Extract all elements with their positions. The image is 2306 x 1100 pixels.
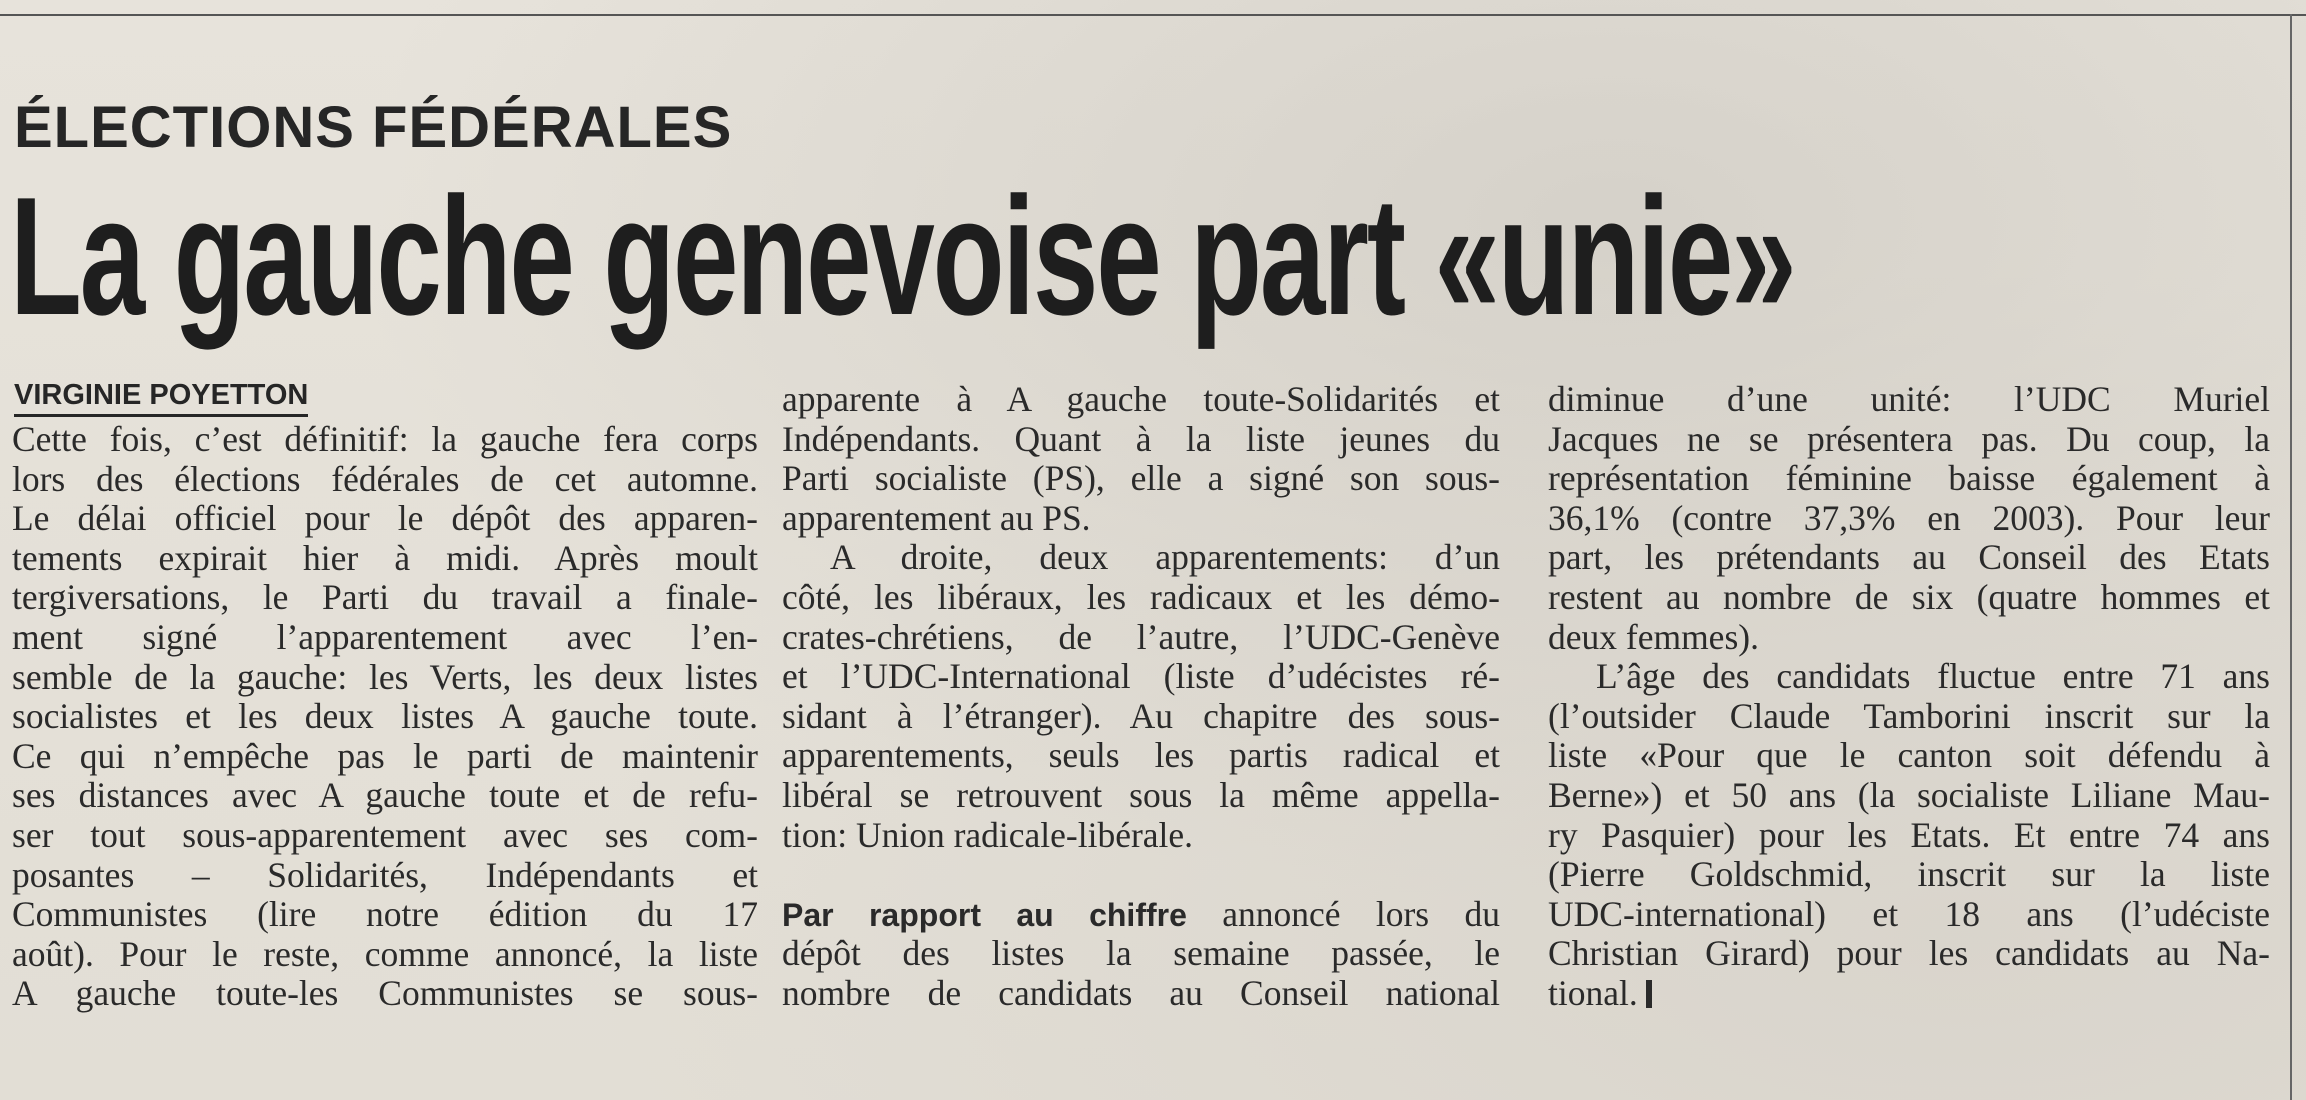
text-line: restent au nombre de six (quatre hommes et — [1548, 576, 2270, 617]
text-line: Le délai officiel pour le dépôt des apparen- — [12, 498, 758, 539]
text-line: Christian Girard) pour les candidats au Na- — [1548, 933, 2270, 974]
text-line: nombre de candidats au Conseil national — [782, 972, 1500, 1013]
text-line: Jacques ne se présentera pas. Du coup, la — [1548, 418, 2270, 459]
text-line: apparentement au PS. — [782, 497, 1091, 538]
text-line: et l’UDC-International (liste d’udécistes ré- — [782, 656, 1500, 697]
text-line: représentation féminine baisse également à — [1548, 458, 2270, 499]
top-rule — [0, 14, 2306, 16]
article-kicker: ÉLECTIONS FÉDÉRALES — [14, 95, 733, 160]
text-line: socialistes et les deux listes A gauche toute. — [12, 696, 758, 737]
text-line: août). Pour le reste, comme annoncé, la liste — [12, 933, 758, 974]
text-line: côté, les libéraux, les radicaux et les démo- — [782, 576, 1500, 617]
text-line: ment signé l’apparentement avec l’en- — [12, 616, 758, 657]
lead-in-rest: annoncé lors du — [1186, 893, 1500, 934]
article-column-2 — [782, 380, 1500, 1014]
text-line-final — [1548, 974, 2270, 1014]
text-line: A gauche toute-les Communistes se sous- — [12, 973, 758, 1014]
text-line: libéral se retrouvent sous la même appella- — [782, 774, 1500, 815]
text-line: part, les prétendants au Conseil des Etats — [1548, 537, 2270, 578]
text-line: sidant à l’étranger). Au chapitre des sous- — [782, 695, 1500, 736]
text-line: tergiversations, le Parti du travail a finale- — [12, 577, 758, 618]
text-line: (l’outsider Claude Tamborini inscrit sur la — [1548, 695, 2270, 736]
text-line: tements expirait hier à midi. Après moult — [12, 537, 758, 578]
text-line: apparente à A gauche toute-Solidarités et — [782, 379, 1500, 419]
text-line: dépôt des listes la semaine passée, le — [782, 933, 1500, 974]
paragraph-gap — [782, 855, 1500, 895]
right-rule — [2290, 14, 2292, 1100]
text-line: Parti socialiste (PS), elle a signé son sous- — [782, 458, 1500, 499]
text-line-lead — [782, 895, 1500, 935]
text-line: Communistes (lire notre édition du 17 — [12, 894, 758, 935]
text-line: A droite, deux apparentements: d’un — [830, 537, 1500, 578]
text-line: 36,1% (contre 37,3% en 2003). Pour leur — [1548, 497, 2270, 538]
text-line: liste «Pour que le canton soit défendu à — [1548, 735, 2270, 776]
text-line: posantes – Solidarités, Indépendants et — [12, 854, 758, 895]
text-line: apparentements, seuls les partis radical et — [782, 735, 1500, 776]
text-line: crates-chrétiens, de l’autre, l’UDC-Genève — [782, 616, 1500, 657]
text-line: tion: Union radicale-libérale. — [782, 814, 1194, 855]
article-column-1 — [12, 420, 758, 1014]
article-headline: La gauche genevoise part «unie» — [10, 162, 1795, 350]
text-line: deux femmes). — [1548, 616, 1759, 657]
text-line: Berne») et 50 ans (la socialiste Liliane Mau- — [1548, 774, 2270, 815]
text-line: ry Pasquier) pour les Etats. Et entre 74 ans — [1548, 814, 2270, 855]
text-line: ses distances avec A gauche toute et de refu- — [12, 775, 758, 816]
text-line: (Pierre Goldschmid, inscrit sur la liste — [1548, 854, 2270, 895]
text-line: UDC-international) et 18 ans (l’udéciste — [1548, 893, 2270, 934]
text-line: Cette fois, c’est définitif: la gauche fera corps — [12, 419, 758, 459]
text-line: lors des élections fédérales de cet automne. — [12, 458, 758, 499]
text-line: L’âge des candidats fluctue entre 71 ans — [1596, 656, 2270, 697]
lead-in-bold: Par rapport au chiffre — [782, 896, 1187, 933]
text-line: semble de la gauche: les Verts, les deux listes — [12, 656, 758, 697]
text-line: Indépendants. Quant à la liste jeunes du — [782, 418, 1500, 459]
final-text: tional. — [1548, 972, 1638, 1013]
end-mark-icon — [1646, 980, 1652, 1008]
article-byline: VIRGINIE POYETTON — [14, 376, 308, 417]
text-line: diminue d’une unité: l’UDC Muriel — [1548, 379, 2270, 419]
text-line: ser tout sous-apparentement avec ses com- — [12, 814, 758, 855]
article-column-3 — [1548, 380, 2270, 1014]
text-line: Ce qui n’empêche pas le parti de maintenir — [12, 735, 758, 776]
